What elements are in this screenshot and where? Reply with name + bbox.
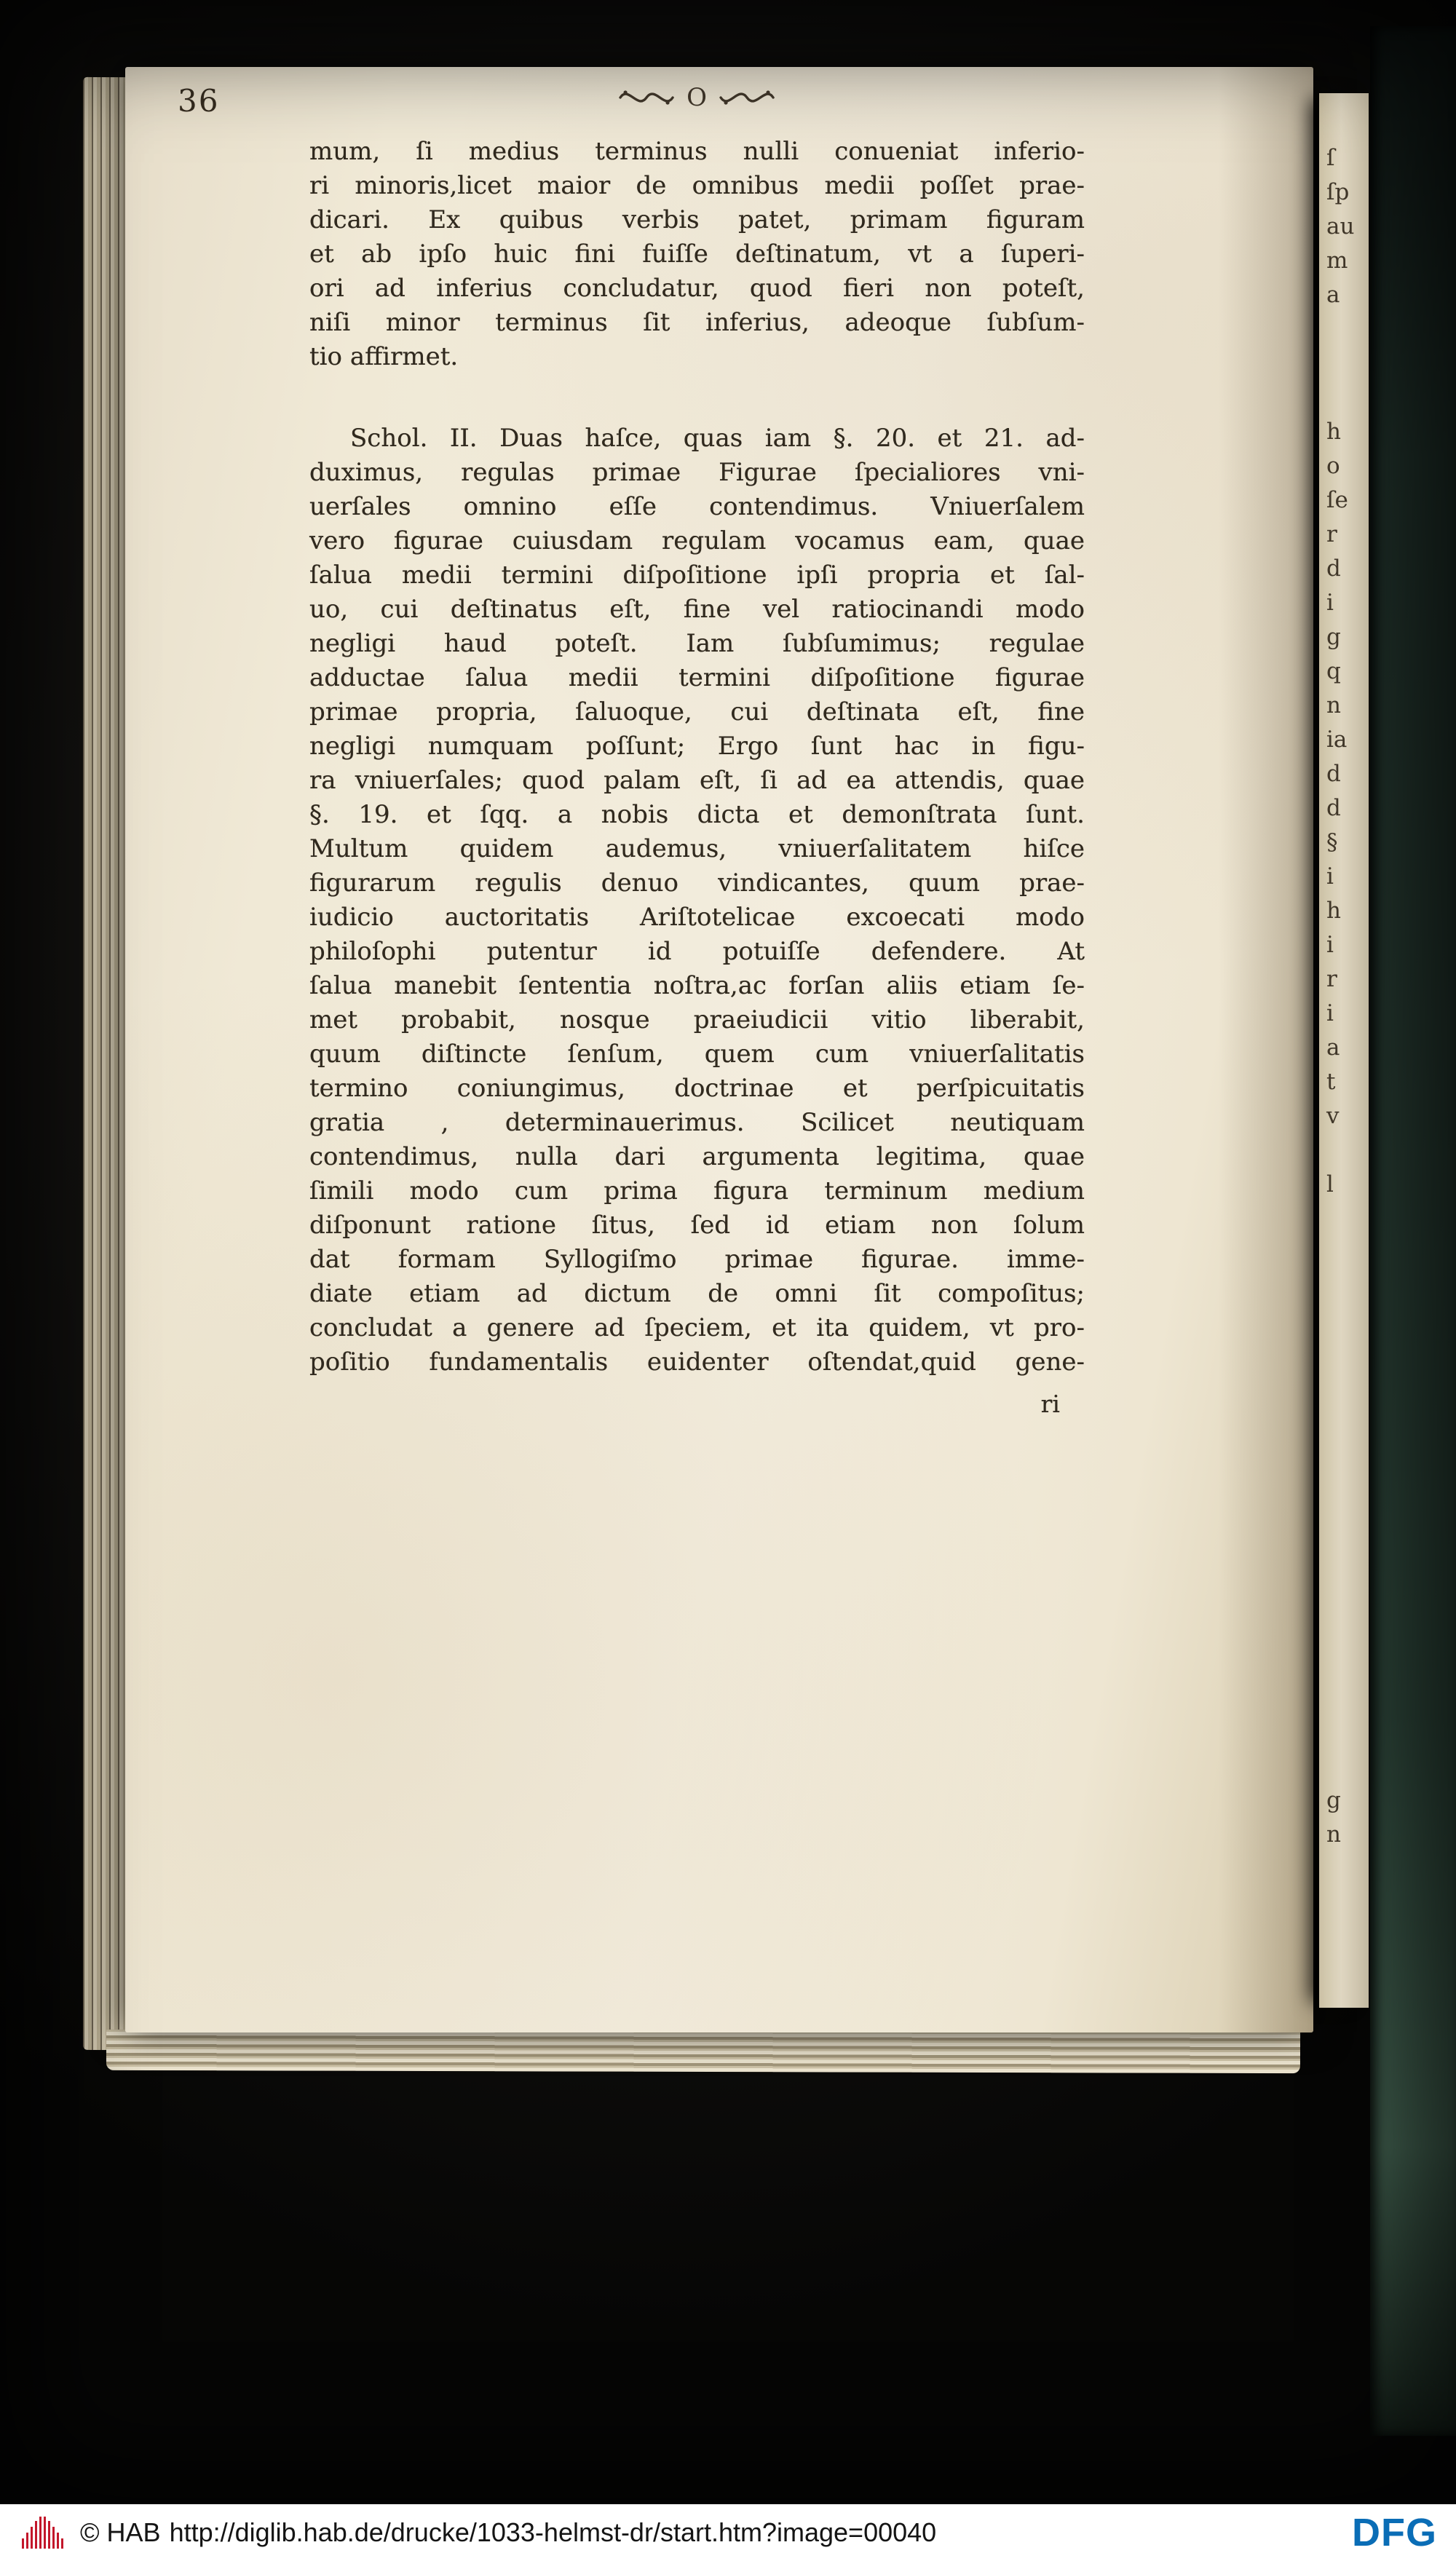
edge-letter	[1326, 1441, 1369, 1476]
text-line: ori ad inferius concludatur, quod fieri non poteſt,	[309, 274, 1085, 303]
text-line: adductae ſalua medii termini diſpoſitione figurae	[309, 663, 1085, 692]
edge-letter: ſp	[1326, 179, 1350, 205]
text-line: diate etiam ad dictum de omni ſit compoſitus;	[309, 1279, 1085, 1308]
header-ornament	[618, 83, 775, 112]
text-line: poſitio fundamentalis euidenter oſtendat,quid gene-	[309, 1347, 1085, 1377]
edge-letter: d	[1326, 555, 1341, 582]
edge-letter	[1326, 1681, 1369, 1715]
text-line: §. 19. et ſqq. a nobis dicta et demonſtrata ſunt.	[309, 800, 1085, 829]
edge-letter: §	[1326, 829, 1338, 855]
page-stack-edge-left	[83, 77, 127, 2050]
ornament-flourish-right-icon	[719, 87, 775, 108]
text-line: et ab ipſo huic fini fuiſſe deſtinatum, vt a ſuperi-	[309, 240, 1085, 269]
text-line: iudicio auctoritatis Ariſtotelicae excoecati modo	[309, 903, 1085, 932]
text-line: contendimus, nulla dari argumenta legitima, quae	[309, 1142, 1085, 1171]
text-line: tio affirmet.	[309, 342, 459, 371]
text-line: concludat a genere ad ſpeciem, et ita quidem, vt pro-	[309, 1313, 1085, 1342]
edge-letter: au	[1326, 213, 1355, 240]
paragraph-2-scholium	[309, 421, 1085, 1380]
ornament-flourish-left-icon	[618, 87, 675, 108]
edge-letter	[1326, 347, 1369, 381]
edge-letter	[1326, 1510, 1369, 1544]
text-line: duximus, regulas primae Figurae ſpecialiores vni-	[309, 458, 1085, 487]
catchword: ri	[1040, 1390, 1060, 1418]
edge-letter: h	[1326, 419, 1341, 445]
text-line: dat formam Syllogiſmo primae figurae. imme-	[309, 1245, 1085, 1274]
text-line: ri minoris,licet maior de omnibus medii poſſet prae-	[309, 171, 1085, 200]
edge-letter: d	[1326, 795, 1341, 821]
facing-page-edge	[1319, 93, 1369, 2008]
edge-letter	[1326, 312, 1369, 347]
edge-letter: ſe	[1326, 487, 1348, 513]
edge-letter	[1326, 1886, 1369, 1920]
edge-letter	[1326, 1852, 1369, 1886]
edge-letter	[1326, 1202, 1369, 1236]
edge-letter	[1326, 1305, 1369, 1339]
edge-letter: a	[1326, 1034, 1340, 1061]
edge-letter: d	[1326, 761, 1341, 787]
footer-text	[80, 2517, 936, 2548]
edge-letter	[1326, 1339, 1369, 1373]
text-line: figurarum regulis denuo vindicantes, quum prae-	[309, 868, 1085, 898]
text-line: Schol. II. Duas haſce, quas iam §. 20. et 21. ad-	[350, 424, 1085, 453]
edge-letter: a	[1326, 282, 1340, 308]
text-line: ra vniuerſales; quod palam eſt, ſi ad ea attendis, quae	[309, 766, 1085, 795]
edge-letter: q	[1326, 658, 1341, 684]
page-stack-edge-bottom	[106, 2030, 1300, 2073]
edge-letter	[1326, 1270, 1369, 1305]
edge-letter	[1326, 1373, 1369, 1407]
edge-letter	[1326, 1647, 1369, 1681]
edge-letter	[1326, 1476, 1369, 1510]
page-text	[309, 135, 1085, 1421]
source-url[interactable]: http://diglib.hab.de/drucke/1033-helmst-dr/start.htm?image=00040	[169, 2517, 937, 2547]
text-line: ſimili modo cum prima figura terminum medium	[309, 1176, 1085, 1206]
facing-page-letters	[1319, 93, 1369, 1920]
edge-letter: h	[1326, 898, 1341, 924]
text-line: uerſales omnino eſſe contendimus. Vniuerſalem	[309, 492, 1085, 521]
edge-letter: ia	[1326, 727, 1348, 753]
ornament-center-letter: O	[687, 83, 707, 112]
edge-letter: g	[1326, 624, 1341, 650]
edge-letter: r	[1326, 521, 1337, 547]
hab-logo-icon	[20, 2515, 66, 2550]
edge-letter: l	[1326, 1171, 1334, 1198]
text-line: negligi haud poteſt. Iam ſubſumimus; regulae	[309, 629, 1085, 658]
edge-letter: o	[1326, 453, 1340, 479]
edge-letter: ſ	[1326, 145, 1335, 171]
edge-letter	[1326, 1133, 1369, 1168]
text-line: ſalua manebit ſententia noſtra,ac forſan aliis etiam ſe-	[309, 971, 1085, 1000]
book-cover-edge	[1370, 26, 1456, 2436]
edge-letter: i	[1326, 863, 1334, 890]
edge-letter	[1326, 1544, 1369, 1578]
text-line: niſi minor terminus ſit inferius, adeoque ſubſum-	[309, 308, 1085, 337]
edge-letter	[1326, 1578, 1369, 1612]
edge-letter	[1326, 1715, 1369, 1749]
text-line: vero figurae cuiusdam regulam vocamus eam, quae	[309, 526, 1085, 555]
copyright-text: © HAB	[80, 2517, 161, 2547]
text-line: uo, cui deſtinatus eſt, fine vel ratiocinandi modo	[309, 595, 1085, 624]
edge-letter	[1326, 1407, 1369, 1441]
edge-letter	[1326, 381, 1369, 415]
edge-letter: n	[1326, 1821, 1341, 1848]
book-page	[125, 67, 1313, 2032]
edge-letter	[1326, 1236, 1369, 1270]
text-line: philoſophi putentur id potuiſſe defendere. At	[309, 937, 1085, 966]
text-line: Multum quidem audemus, vniuerſalitatem hiſce	[309, 834, 1085, 863]
edge-letter: i	[1326, 1000, 1334, 1026]
text-line: primae propria, ſaluoque, cui deſtinata eſt, fine	[309, 697, 1085, 727]
edge-letter: v	[1326, 1103, 1340, 1129]
edge-letter	[1326, 1749, 1369, 1784]
text-line: quum diſtincte ſenſum, quem cum vniuerſalitatis	[309, 1040, 1085, 1069]
text-line: mum, ſi medius terminus nulli conueniat inferio-	[309, 137, 1085, 166]
edge-letter: r	[1326, 966, 1337, 992]
dfg-logo: DFG	[1352, 2511, 1437, 2554]
text-line: negligi numquam poſſunt; Ergo ſunt hac in figu-	[309, 732, 1085, 761]
edge-letter: g	[1326, 1787, 1341, 1813]
paragraph-1	[309, 135, 1085, 374]
text-line: dicari. Ex quibus verbis patet, primam figuram	[309, 205, 1085, 234]
edge-letter: m	[1326, 248, 1348, 274]
text-line: diſponunt ratione ſitus, ſed id etiam non ſolum	[309, 1211, 1085, 1240]
edge-letter: i	[1326, 932, 1334, 958]
text-line: termino coniungimus, doctrinae et perſpicuitatis	[309, 1074, 1085, 1103]
edge-letter	[1326, 1612, 1369, 1647]
edge-letter: t	[1326, 1069, 1336, 1095]
text-line: met probabit, nosque praeiudicii vitio liberabit,	[309, 1005, 1085, 1034]
viewer-footer	[0, 2504, 1456, 2561]
page-number: 36	[178, 83, 220, 119]
text-line: gratia , determinauerimus. Scilicet neutiquam	[309, 1108, 1085, 1137]
edge-letter: i	[1326, 590, 1334, 616]
edge-letter: n	[1326, 692, 1341, 719]
text-line: ſalua medii termini diſpoſitione ipſi propria et ſal-	[309, 561, 1085, 590]
